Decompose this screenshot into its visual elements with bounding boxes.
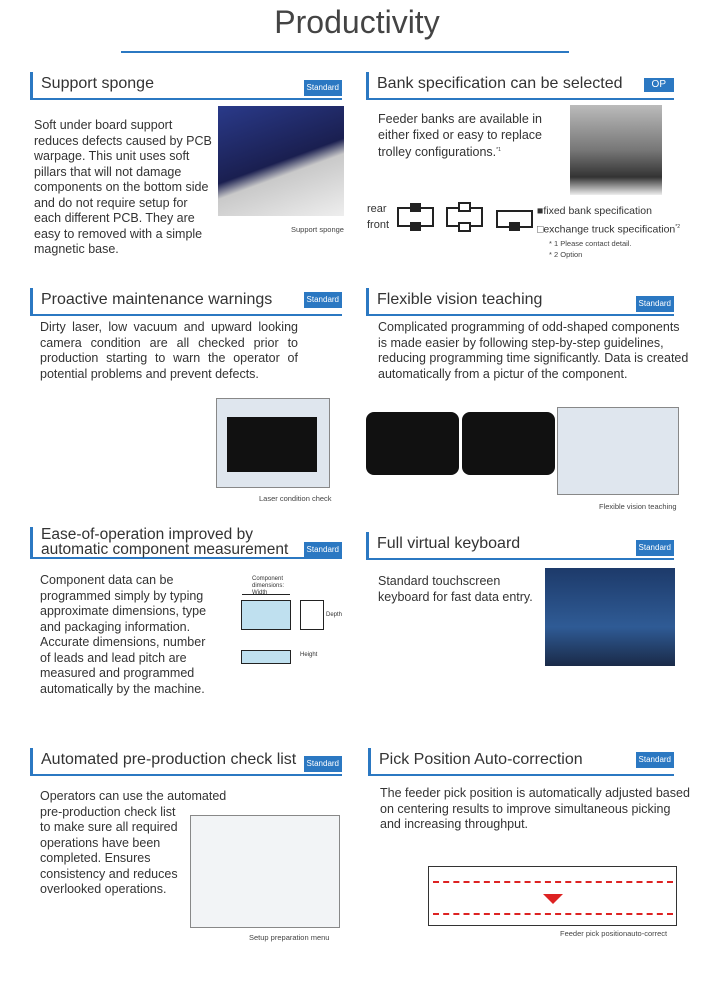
section-checklist [30,748,342,776]
standard-badge: Standard [636,540,674,556]
vision-caption: Flexible vision teaching [599,502,677,511]
rear-label: rear [367,203,387,215]
checklist-caption: Setup preparation menu [249,933,330,942]
vision-screen-image [557,407,679,495]
title-underline [121,51,569,53]
section-title: Automated pre-production check list [30,748,342,776]
checklist-image [190,815,340,928]
width-label: Component dimensions: Width [252,576,285,596]
standard-badge: Standard [636,752,674,768]
note-1: * 1 Please contact detail. [549,239,632,248]
feeder-bank-image [570,105,662,195]
keyboard-image [545,568,675,666]
section-bank-spec [366,72,674,100]
section-title: Bank specification can be selected [366,72,674,100]
section-maintenance [30,288,342,316]
section-ease [30,527,342,559]
standard-badge: Standard [304,292,342,308]
pick-text: The feeder pick position is automatically adjusted based on centering results to improve simultaneous picking and increasing throughput. [380,786,690,831]
section-support-sponge [30,72,342,100]
section-title: Flexible vision teaching [366,288,674,316]
section-title: Support sponge [30,72,342,100]
note-mark: *2 [675,224,680,230]
standard-badge: Standard [636,296,674,312]
legend-exchange [537,220,680,238]
title-line-2: automatic component measurement [41,541,289,558]
op-badge: OP [644,78,674,92]
support-sponge-image [218,106,344,216]
checklist-body: Operators can use the automated pre-production check list to make sure all required operations have been completed. Ensures consistency and reduces overlooked operations. [40,789,227,896]
support-sponge-text: Soft under board support reduces defects caused by PCB warpage. This unit uses soft pillars that will not damage components on the bottom side and do not require setup for each different PCB. They are easy to removed with a simple magnetic base. [34,118,212,256]
maintenance-text: Dirty laser, low vacuum and upward looking camera condition are all checked prior to production starting to warn the operator of potential problems and prevent defects. [40,320,298,381]
pick-diagram [428,866,677,926]
front-label: front [367,219,390,231]
section-title [30,527,342,559]
vision-image-2 [462,412,555,475]
note-2: * 2 Option [549,250,583,259]
title-line-1: Ease-of-operation improved by [41,526,253,543]
section-pick [368,748,674,776]
vision-text: Complicated programming of odd-shaped components is made easier by following step-by-step guidelines, reducing programming time significantly. Data is created automatically from a pictur of the component. [378,320,689,381]
page-title: Productivity [274,4,440,40]
legend-fixed: ■fixed bank specification [537,205,652,217]
support-sponge-caption: Support sponge [291,225,344,234]
standard-badge: Standard [304,542,342,558]
keyboard-text: Standard touchscreen keyboard for fast data entry. [378,574,533,604]
bank-spec-text [378,112,548,161]
section-title: Pick Position Auto-correction [368,748,674,776]
legend-exchange-text: □exchange truck specification [537,223,676,236]
section-title: Full virtual keyboard [366,532,674,560]
standard-badge: Standard [304,80,342,96]
laser-check-caption: Laser condition check [259,494,332,503]
section-title: Proactive maintenance warnings [30,288,342,316]
laser-check-image [216,398,330,488]
section-vision [366,288,674,316]
pick-caption: Feeder pick positionauto-correct [560,929,668,938]
vision-image-1 [366,412,459,475]
note-mark: *1 [496,147,501,153]
section-keyboard [366,532,674,560]
standard-badge: Standard [304,756,342,772]
bank-spec-body: Feeder banks are available in either fixed or easy to replace trolley configurations. [378,112,542,160]
depth-label: Depth [326,612,343,618]
ease-text: Component data can be programmed simply by typing approximate dimensions, type and packaging information. Accurate dimensions, number of leads and lead pitch are measured and programmed automatically by the machine. [40,573,207,696]
height-label: Height [300,652,318,658]
